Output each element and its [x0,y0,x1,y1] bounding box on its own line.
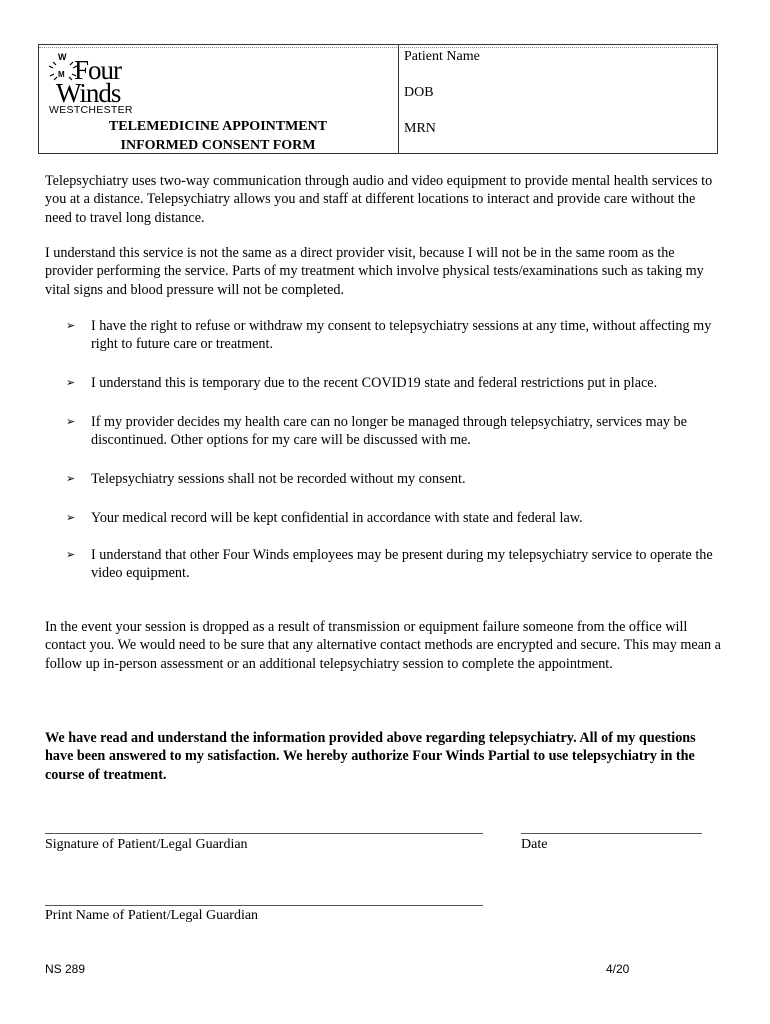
arrow-bullet-icon: ➢ [66,319,76,332]
acknowledgement-paragraph: We have read and understand the information provided above regarding telepsychiatry. All of my questions have been answered to my satisfaction. We hereby authorize Four Winds Partial to use telepsychiatry in the course of treatment. [45,730,696,783]
list-item-text: I understand this is temporary due to the recent COVID19 state and federal restrictions put in place. [91,375,658,391]
intro-paragraph: Telepsychiatry uses two-way communication through audio and video equipment to provide mental health services to you at a distance. Telepsychiatry allows you and staff at different locations to interact and provide care without the need to travel long distance. [45,173,713,226]
print-name-line[interactable] [45,905,483,906]
arrow-bullet-icon: ➢ [66,548,76,561]
four-winds-logo [45,49,175,115]
list-item-text: I have the right to refuse or withdraw my consent to telepsychiatry sessions at any time, without affecting my right to future care or treatment. [91,318,712,353]
list-item-text: Telepsychiatry sessions shall not be recorded without my consent. [91,471,466,487]
revision-date: 4/20 [606,962,630,976]
form-title-line-1: TELEMEDICINE APPOINTMENT [108,119,328,134]
logo-letter-m: M [58,70,65,79]
list-item-text: Your medical record will be kept confidential in accordance with state and federal law. [91,510,583,526]
arrow-bullet-icon: ➢ [66,472,76,485]
logo-letter-w: W [58,52,67,62]
dob-field[interactable]: DOB [404,85,434,100]
form-title [39,117,397,155]
list-item [66,546,726,583]
dropped-session-paragraph: In the event your session is dropped as a result of transmission or equipment failure someone from the office will contact you. We would need to be sure that any alternative contact methods are encrypted and secure. This may mean a follow up in-person assessment or an additional telepsychiatry session to complete the appointment. [45,619,721,672]
form-number: NS 289 [45,962,86,976]
form-title-line-2: INFORMED CONSENT FORM [120,138,316,153]
print-name-label: Print Name of Patient/Legal Guardian [45,908,259,923]
list-item [66,509,726,527]
arrow-bullet-icon: ➢ [66,511,76,524]
list-item [66,374,726,392]
header-dotted-rule [39,47,717,48]
mrn-field[interactable]: MRN [404,121,436,136]
logo-text-winds: Winds [56,78,121,108]
patient-name-field[interactable]: Patient Name [404,49,480,64]
header-divider [398,45,399,153]
signature-label: Signature of Patient/Legal Guardian [45,837,248,852]
signature-line[interactable] [45,833,483,834]
list-item-text: If my provider decides my health care can no longer be managed through telepsychiatry, services may be discontinued. Other options for my care will be discussed with me. [91,414,687,449]
list-item [66,470,726,488]
logo-mark-icon [45,49,175,115]
list-item [66,413,726,450]
arrow-bullet-icon: ➢ [66,376,76,389]
logo-text-four: Four [74,55,122,85]
list-item-text: I understand that other Four Winds employees may be present during my telepsychiatry service to operate the video equipment. [91,547,713,582]
logo-tagline: WESTCHESTER [49,104,133,115]
arrow-bullet-icon: ➢ [66,415,76,428]
date-label: Date [521,837,548,852]
understand-paragraph: I understand this service is not the same as a direct provider visit, because I will not be in the same room as the provider performing the service. Parts of my treatment which involve physical tests/examinations such as taking my vital signs and blood pressure will not be completed. [45,245,704,298]
list-item [66,317,726,354]
date-line[interactable] [521,833,702,834]
form-header [38,44,718,154]
